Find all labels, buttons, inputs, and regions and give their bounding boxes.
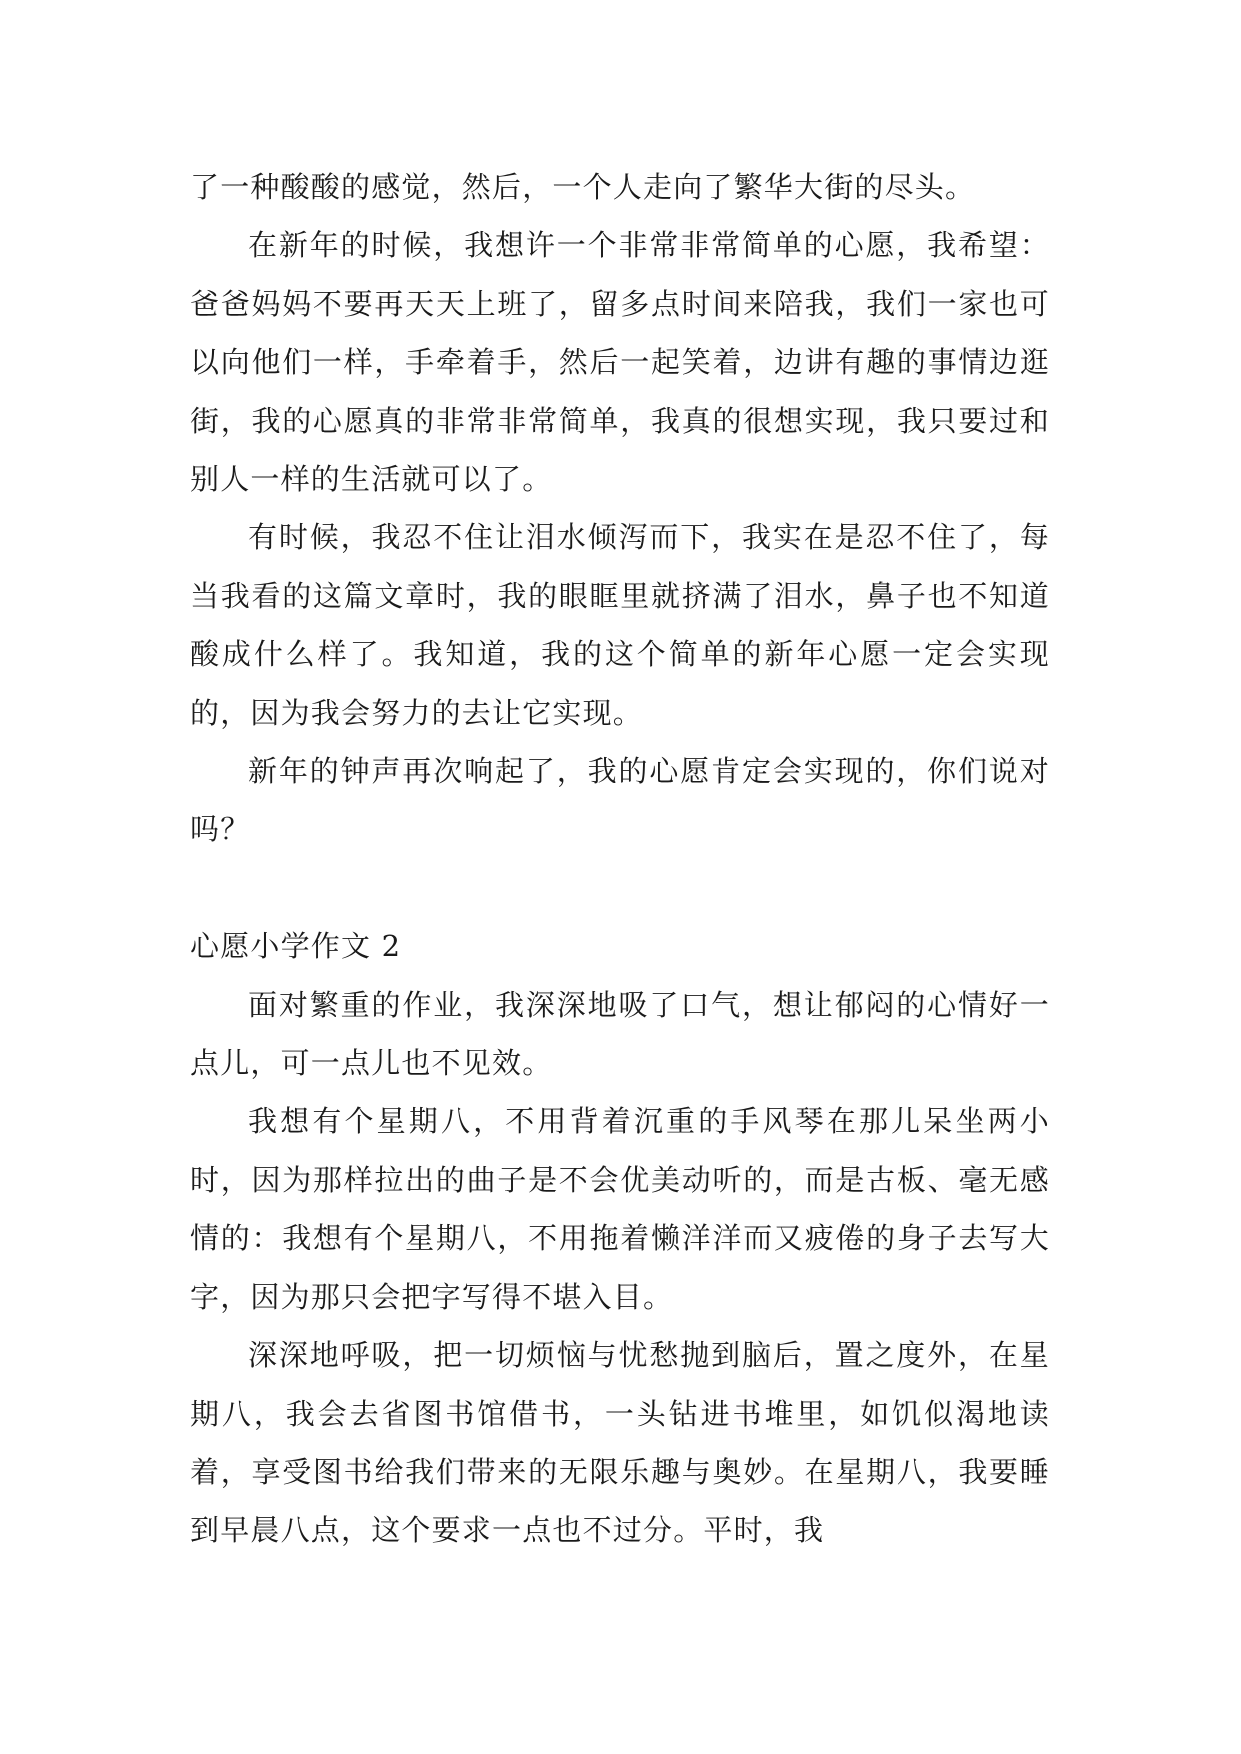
paragraph: 深深地呼吸，把一切烦恼与忧愁抛到脑后，置之度外，在星期八，我会去省图书馆借书，一头钻进书堆里，如饥似渴地读着，享受图书给我们带来的无限乐趣与奥妙。在星期八，我要睡到早晨八点，这个要求一点也不过分。平时，我 <box>190 1338 1050 1548</box>
paragraph: 新年的钟声再次响起了，我的心愿肯定会实现的，你们说对吗？ <box>190 754 1050 847</box>
document-body <box>190 158 1050 1560</box>
paragraph: 在新年的时候，我想许一个非常非常简单的心愿，我希望：爸爸妈妈不要再天天上班了，留多点时间来陪我，我们一家也可以向他们一样，手牵着手，然后一起笑着，边讲有趣的事情边逛街，我的心愿真的非常非常简单，我真的很想实现，我只要过和别人一样的生活就可以了。 <box>190 228 1050 497</box>
paragraph: 面对繁重的作业，我深深地吸了口气，想让郁闷的心情好一点儿，可一点儿也不见效。 <box>190 987 1050 1081</box>
section-title: 心愿小学作文 2 <box>190 929 402 964</box>
paragraph: 我想有个星期八，不用背着沉重的手风琴在那儿呆坐两小时，因为那样拉出的曲子是不会优美动听的，而是古板、毫无感情的：我想有个星期八，不用拖着懒洋洋而又疲倦的身子去写大字，因为那只会把字写得不堪入目。 <box>190 1104 1050 1314</box>
paragraph: 了一种酸酸的感觉，然后，一个人走向了繁华大街的尽头。 <box>190 170 976 204</box>
paragraph: 有时候，我忍不住让泪水倾泻而下，我实在是忍不住了，每当我看的这篇文章时，我的眼眶里就挤满了泪水，鼻子也不知道酸成什么样了。我知道，我的这个简单的新年心愿一定会实现的，因为我会努力的去让它实现。 <box>190 520 1050 730</box>
